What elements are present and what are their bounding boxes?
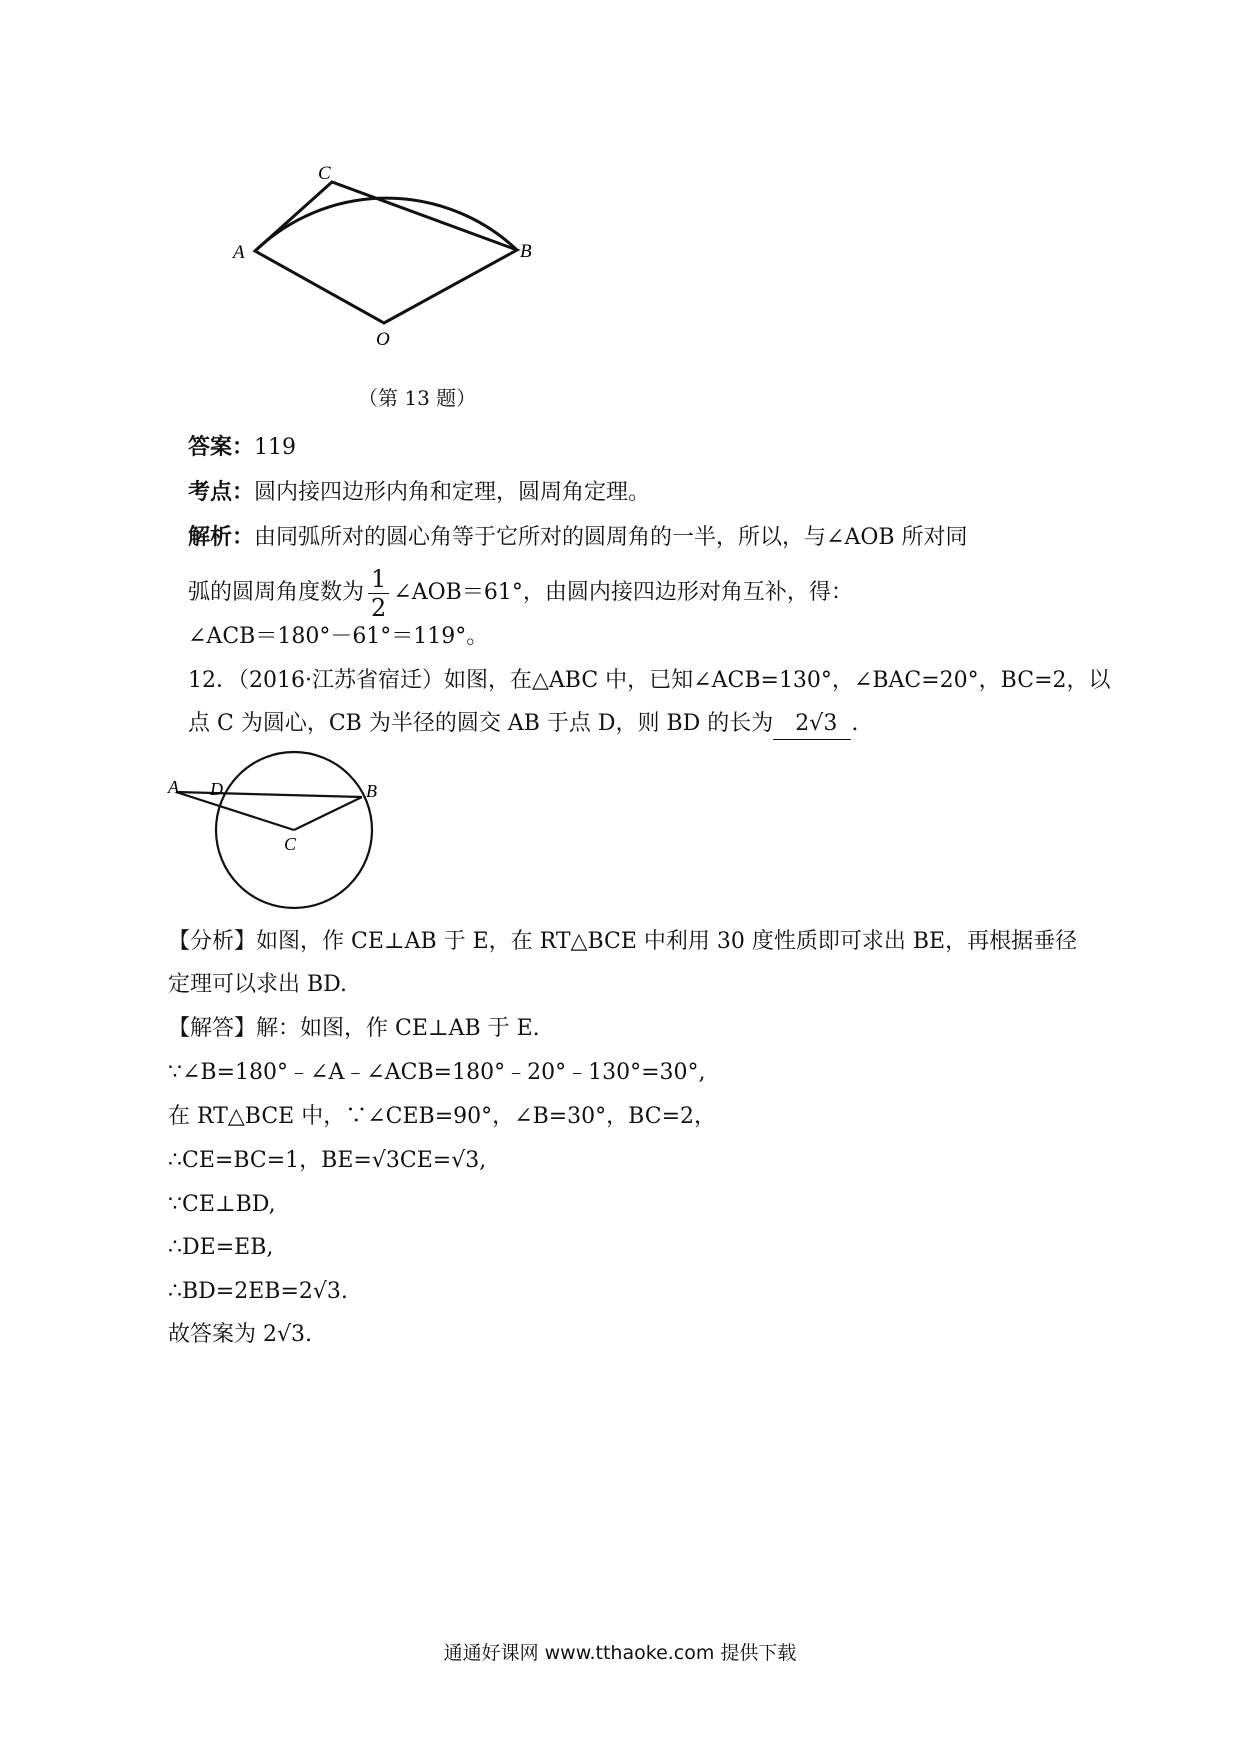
- label-a: A: [233, 242, 245, 263]
- analysis-line-2: [188, 563, 853, 623]
- arc-ab: [255, 198, 517, 251]
- step-3-radicand-2: 3: [465, 1148, 480, 1173]
- analysis-text-1: 由同弧所对的圆心角等于它所对的圆周角的一半，所以，与∠AOB 所对同: [254, 525, 968, 550]
- segment-ac: [176, 792, 294, 830]
- figure-13-caption: （第 13 题）: [358, 386, 477, 410]
- q12-stem-1: 12．（2016·江苏省宿迁）如图，在△ABC 中，已知∠ACB=130°，∠BAC=20°，BC=2，以: [188, 668, 1111, 693]
- q12-stem-2-end: .: [851, 711, 859, 736]
- q12-answer-blank: 2√3: [773, 709, 851, 740]
- analysis-line-3: ∠ACB＝180°－61°＝119°。: [188, 624, 489, 649]
- label-b: B: [366, 781, 377, 801]
- step-5: ∴DE=EB,: [168, 1235, 274, 1260]
- quadrilateral-acbo: [255, 182, 517, 323]
- answer-label: 答案：: [188, 435, 255, 460]
- page-footer: 通通好课网 www.tthaoke.com 提供下载: [443, 1642, 797, 1664]
- analysis-text-2a: 弧的圆周角度数为: [188, 580, 365, 605]
- step-6-radicand: 3: [326, 1279, 341, 1304]
- label-a: A: [168, 777, 179, 797]
- fraction-denominator: 2: [371, 593, 387, 622]
- topic-line: [188, 478, 650, 508]
- answer-radicand: 3: [823, 711, 838, 736]
- step-4: ∵CE⊥BD,: [168, 1192, 276, 1217]
- label-c: C: [284, 834, 297, 854]
- step-3-pre: ∴CE=BC=1，BE=: [168, 1148, 372, 1173]
- step-6: ∴BD=2EB=2√3.: [168, 1279, 348, 1304]
- analysis-label: 解析：: [188, 525, 255, 550]
- step-7-pre: 故答案为 2: [168, 1322, 277, 1347]
- segment-bc: [294, 797, 362, 830]
- analysis-text-2b: ∠AOB＝61°，由圆内接四边形对角互补，得：: [393, 580, 853, 605]
- segment-ab: [176, 792, 362, 797]
- answer-line: [188, 433, 296, 463]
- answer-value: 119: [254, 435, 297, 460]
- topic-text: 圆内接四边形内角和定理，圆周角定理。: [254, 480, 651, 505]
- fraction-numerator: 1: [368, 565, 389, 594]
- label-c: C: [318, 163, 331, 184]
- q12-stem-2-text: 点 C 为圆心，CB 为半径的圆交 AB 于点 D，则 BD 的长为: [188, 711, 774, 736]
- step-2: 在 RT△BCE 中，∵∠CEB=90°，∠B=30°，BC=2，: [168, 1104, 717, 1129]
- step-3-radicand-1: 3: [385, 1148, 400, 1173]
- fraction-one-half: [368, 565, 389, 622]
- label-b: B: [520, 241, 532, 262]
- step-7-radicand: 3: [291, 1322, 306, 1347]
- step-6-pre: ∴BD=2EB=2: [168, 1279, 313, 1304]
- analysis-line-1: [188, 523, 968, 553]
- step-7-end: .: [305, 1322, 313, 1347]
- answer-coef: 2: [795, 711, 810, 736]
- fenxi-line-2: 定理可以求出 BD.: [168, 972, 348, 997]
- step-1: ∵∠B=180°﹣∠A﹣∠ACB=180°﹣20°﹣130°=30°,: [168, 1060, 706, 1085]
- step-6-end: .: [340, 1279, 348, 1304]
- step-3-end: ,: [479, 1148, 487, 1173]
- label-d: D: [210, 779, 223, 799]
- q12-stem-2: [188, 709, 858, 740]
- step-3-mid: CE=: [399, 1148, 452, 1173]
- figure-13: [230, 160, 570, 360]
- step-3: ∴CE=BC=1，BE=√3CE=√3,: [168, 1148, 487, 1173]
- figure-12: [160, 745, 420, 915]
- label-o: O: [376, 329, 390, 350]
- jieda-line: 【解答】解：如图，作 CE⊥AB 于 E.: [168, 1016, 540, 1041]
- step-7: 故答案为 2√3.: [168, 1322, 313, 1347]
- topic-label: 考点：: [188, 480, 255, 505]
- fenxi-line-1: 【分析】如图，作 CE⊥AB 于 E，在 RT△BCE 中利用 30 度性质即可求出 BE，再根据垂径: [168, 929, 1078, 954]
